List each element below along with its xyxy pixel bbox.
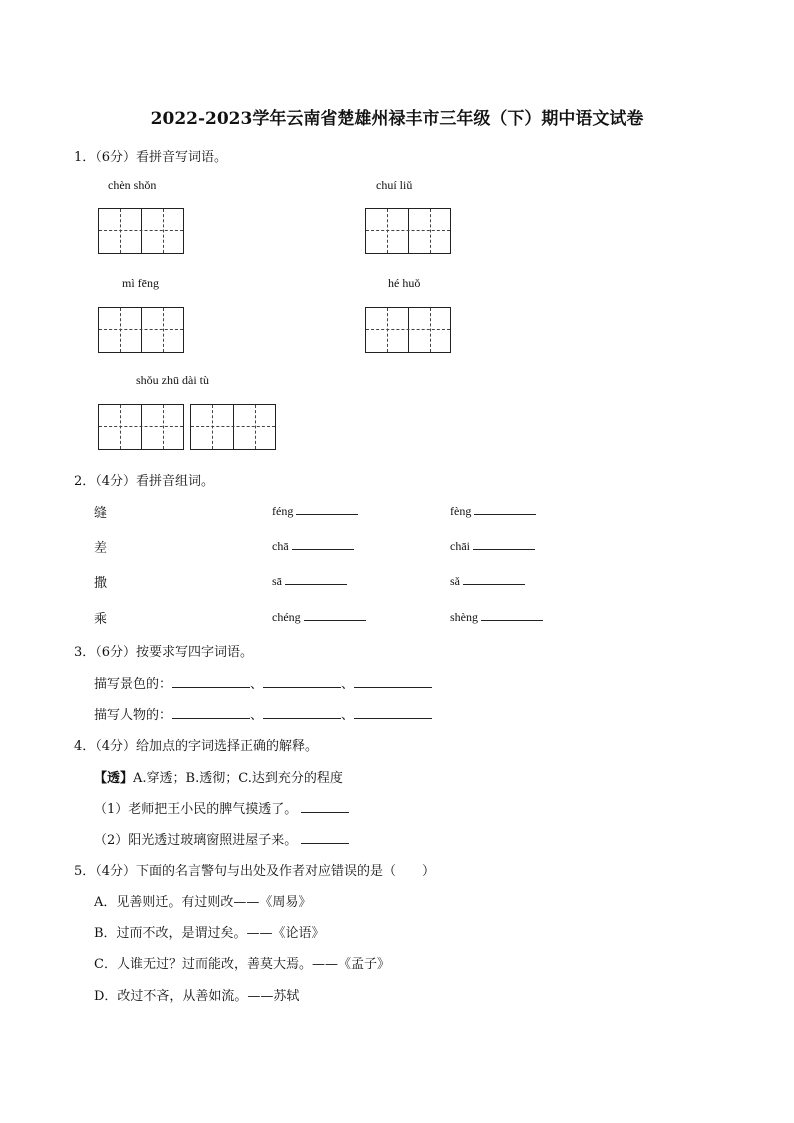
q3-line-scenery: 描写景色的： 、 、	[94, 673, 432, 692]
answer-blank[interactable]	[285, 572, 347, 585]
char-grid-4[interactable]	[365, 307, 451, 353]
char-grid-5b[interactable]	[190, 404, 276, 450]
question-number: 1．	[74, 150, 96, 165]
q4-options: 【透】A.穿透；B.透彻；C.达到充分的程度	[94, 771, 343, 786]
q5-option-b[interactable]: B．过而不改，是谓过矣。——《论语》	[94, 926, 325, 941]
answer-blank[interactable]	[481, 608, 543, 621]
answer-blank[interactable]	[354, 706, 432, 719]
q2-row2-col1: chā	[272, 537, 354, 554]
question-number: 3．	[74, 645, 96, 660]
pinyin-3: mì fēng	[122, 276, 159, 290]
answer-blank[interactable]	[354, 675, 432, 688]
answer-blank[interactable]	[463, 572, 525, 585]
char-grid-1[interactable]	[98, 208, 184, 254]
q2-row2-col2: chāi	[450, 537, 535, 554]
pinyin-2: chuí liǔ	[376, 178, 413, 192]
answer-blank[interactable]	[473, 537, 535, 550]
q2-char-3: 撒	[94, 576, 108, 591]
q2-row1-col2: fèng	[450, 502, 536, 519]
answer-blank[interactable]	[301, 800, 349, 813]
answer-blank[interactable]	[474, 502, 536, 515]
answer-blank[interactable]	[301, 831, 349, 844]
q3-line-people: 描写人物的： 、 、	[94, 704, 432, 723]
question-2-header	[74, 470, 214, 489]
question-number: 4．	[74, 739, 96, 754]
question-4-header	[74, 735, 318, 754]
question-3-header	[74, 641, 253, 660]
pinyin-5: shǒu zhū dài tù	[136, 373, 209, 387]
question-text: （4分）给加点的字词选择正确的解释。	[95, 739, 319, 754]
answer-blank[interactable]	[263, 706, 341, 719]
q2-char-4: 乘	[94, 612, 108, 627]
answer-blank[interactable]	[172, 706, 250, 719]
char-grid-5a[interactable]	[98, 404, 184, 450]
question-text: （4分）看拼音组词。	[95, 474, 215, 489]
q5-option-d[interactable]: D．改过不吝，从善如流。——苏轼	[94, 989, 300, 1004]
answer-blank[interactable]	[304, 608, 366, 621]
answer-blank[interactable]	[172, 675, 250, 688]
q2-row1-col1: féng	[272, 502, 358, 519]
answer-blank[interactable]	[296, 502, 358, 515]
pinyin-1: chèn shǒn	[108, 178, 157, 192]
q5-option-c[interactable]: C．人谁无过？过而能改，善莫大焉。——《孟子》	[94, 957, 390, 972]
page-title: 2022-2023学年云南省楚雄州禄丰市三年级（下）期中语文试卷	[150, 109, 644, 129]
q2-row4-col1: chéng	[272, 608, 366, 625]
answer-blank[interactable]	[292, 537, 354, 550]
q2-char-2: 差	[94, 541, 108, 556]
q2-char-1: 缝	[94, 506, 108, 521]
question-text: （6分）按要求写四字词语。	[95, 645, 254, 660]
q2-row3-col1: sā	[272, 572, 347, 589]
question-5-header	[74, 860, 435, 879]
question-text: （6分）看拼音写词语。	[95, 150, 228, 165]
q4-sentence-2: （2）阳光透过玻璃窗照进屋子来。	[94, 829, 349, 848]
question-number: 5．	[74, 864, 96, 879]
q5-option-a[interactable]: A．见善则迁。有过则改——《周易》	[94, 895, 312, 910]
char-grid-3[interactable]	[98, 307, 184, 353]
q2-row4-col2: shèng	[450, 608, 543, 625]
pinyin-4: hé huǒ	[388, 276, 421, 290]
answer-blank[interactable]	[263, 675, 341, 688]
question-1-header	[74, 146, 227, 165]
q2-row3-col2: sǎ	[450, 572, 525, 589]
char-grid-2[interactable]	[365, 208, 451, 254]
q4-sentence-1: （1）老师把王小民的脾气摸透了。	[94, 798, 349, 817]
question-text: （4分）下面的名言警句与出处及作者对应错误的是（ ）	[95, 864, 436, 879]
question-number: 2．	[74, 474, 96, 489]
